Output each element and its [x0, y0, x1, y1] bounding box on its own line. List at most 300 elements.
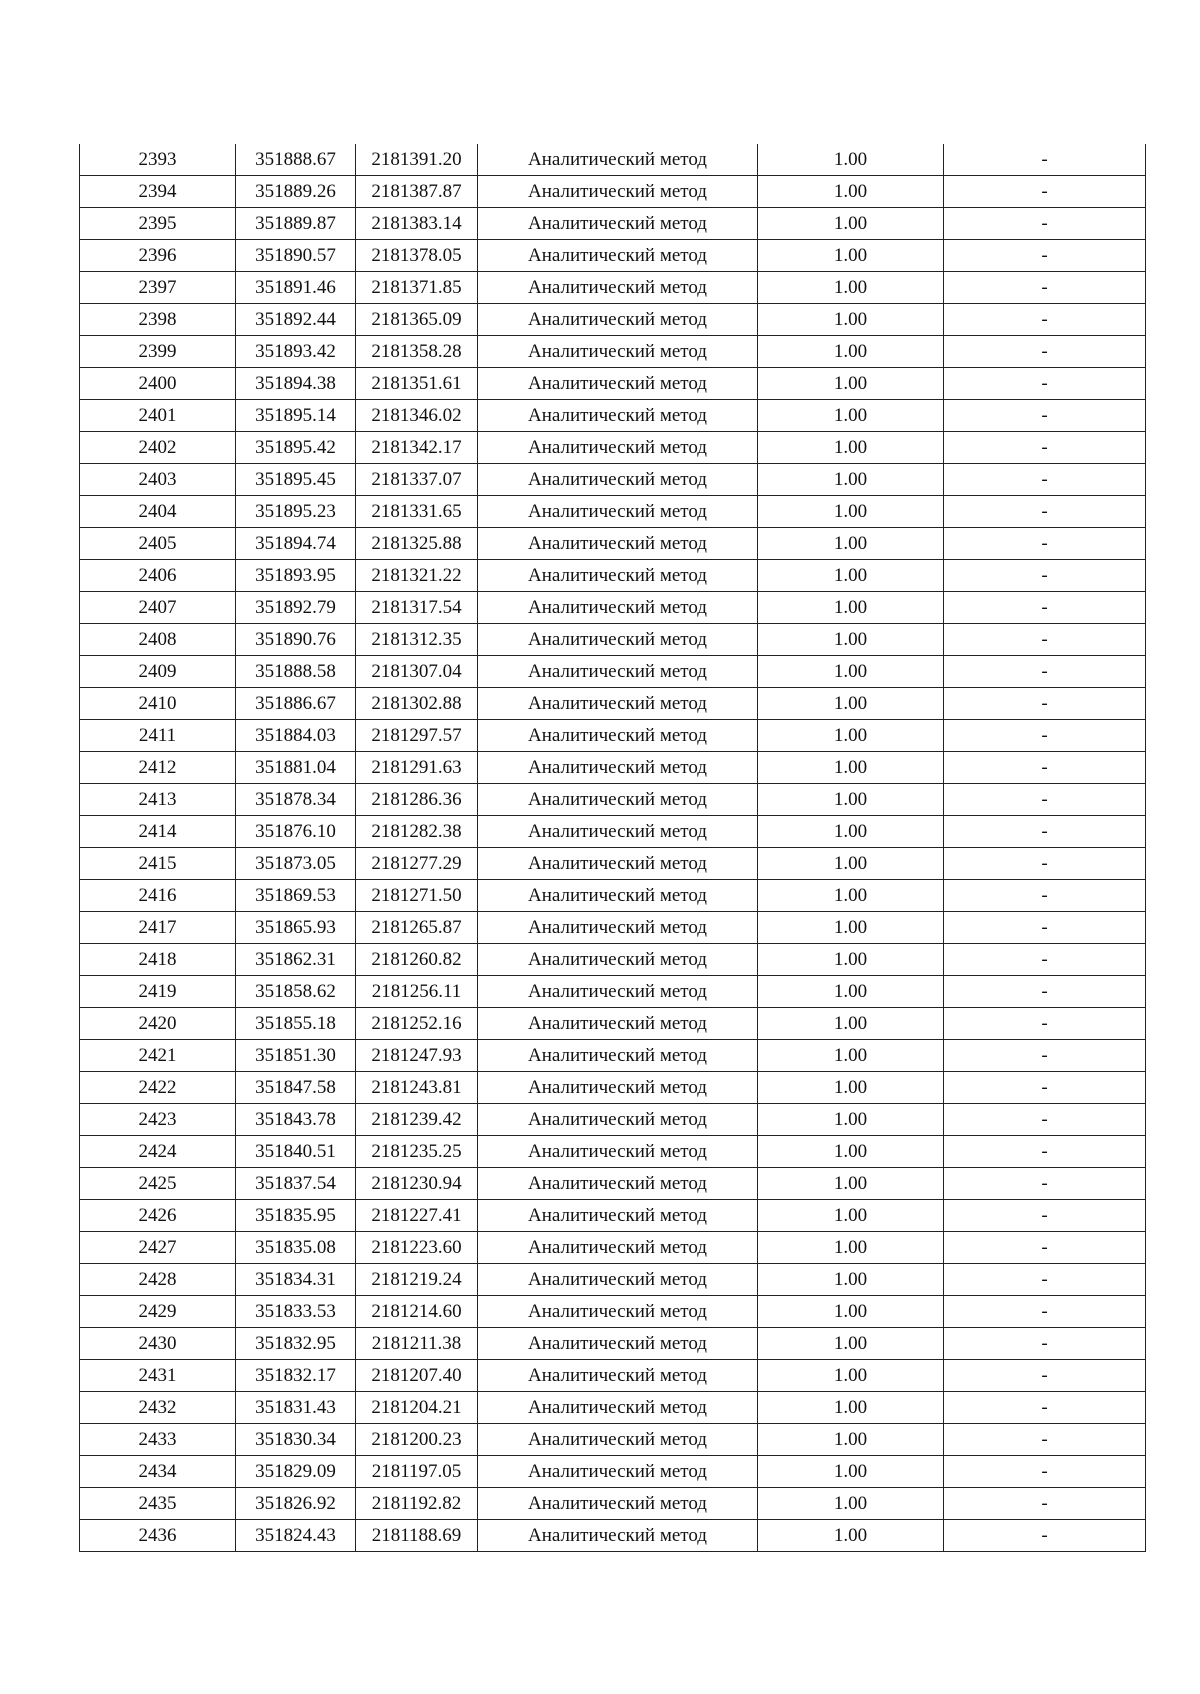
x-coordinate-cell: 351831.43	[236, 1392, 356, 1424]
method-cell: Аналитический метод	[478, 560, 758, 592]
y-coordinate-cell: 2181277.29	[356, 848, 478, 880]
table-row	[80, 912, 1146, 944]
accuracy-cell: 1.00	[758, 1136, 944, 1168]
description-cell: -	[944, 624, 1146, 656]
description-cell: -	[944, 1168, 1146, 1200]
table-row	[80, 1360, 1146, 1392]
description-cell: -	[944, 1296, 1146, 1328]
description-cell: -	[944, 592, 1146, 624]
y-coordinate-cell: 2181252.16	[356, 1008, 478, 1040]
table-row	[80, 1232, 1146, 1264]
table-row	[80, 400, 1146, 432]
x-coordinate-cell: 351881.04	[236, 752, 356, 784]
point-number-cell: 2402	[80, 432, 236, 464]
x-coordinate-cell: 351889.26	[236, 176, 356, 208]
description-cell: -	[944, 400, 1146, 432]
description-cell: -	[944, 1232, 1146, 1264]
x-coordinate-cell: 351830.34	[236, 1424, 356, 1456]
accuracy-cell: 1.00	[758, 592, 944, 624]
table-row	[80, 1168, 1146, 1200]
x-coordinate-cell: 351873.05	[236, 848, 356, 880]
method-cell: Аналитический метод	[478, 816, 758, 848]
accuracy-cell: 1.00	[758, 272, 944, 304]
x-coordinate-cell: 351876.10	[236, 816, 356, 848]
table-row	[80, 528, 1146, 560]
accuracy-cell: 1.00	[758, 464, 944, 496]
x-coordinate-cell: 351878.34	[236, 784, 356, 816]
point-number-cell: 2433	[80, 1424, 236, 1456]
accuracy-cell: 1.00	[758, 1296, 944, 1328]
description-cell: -	[944, 560, 1146, 592]
method-cell: Аналитический метод	[478, 944, 758, 976]
method-cell: Аналитический метод	[478, 1360, 758, 1392]
point-number-cell: 2416	[80, 880, 236, 912]
y-coordinate-cell: 2181342.17	[356, 432, 478, 464]
accuracy-cell: 1.00	[758, 1040, 944, 1072]
description-cell: -	[944, 528, 1146, 560]
table-row	[80, 1136, 1146, 1168]
point-number-cell: 2429	[80, 1296, 236, 1328]
accuracy-cell: 1.00	[758, 912, 944, 944]
x-coordinate-cell: 351829.09	[236, 1456, 356, 1488]
table-row	[80, 1520, 1146, 1552]
table-row	[80, 816, 1146, 848]
point-number-cell: 2425	[80, 1168, 236, 1200]
y-coordinate-cell: 2181371.85	[356, 272, 478, 304]
y-coordinate-cell: 2181282.38	[356, 816, 478, 848]
table-row	[80, 1456, 1146, 1488]
point-number-cell: 2423	[80, 1104, 236, 1136]
x-coordinate-cell: 351884.03	[236, 720, 356, 752]
point-number-cell: 2428	[80, 1264, 236, 1296]
point-number-cell: 2395	[80, 208, 236, 240]
x-coordinate-cell: 351895.42	[236, 432, 356, 464]
table-row	[80, 240, 1146, 272]
point-number-cell: 2396	[80, 240, 236, 272]
point-number-cell: 2422	[80, 1072, 236, 1104]
method-cell: Аналитический метод	[478, 1136, 758, 1168]
x-coordinate-cell: 351894.74	[236, 528, 356, 560]
method-cell: Аналитический метод	[478, 1424, 758, 1456]
x-coordinate-cell: 351891.46	[236, 272, 356, 304]
accuracy-cell: 1.00	[758, 624, 944, 656]
x-coordinate-cell: 351832.17	[236, 1360, 356, 1392]
accuracy-cell: 1.00	[758, 368, 944, 400]
x-coordinate-cell: 351892.44	[236, 304, 356, 336]
accuracy-cell: 1.00	[758, 880, 944, 912]
method-cell: Аналитический метод	[478, 1296, 758, 1328]
method-cell: Аналитический метод	[478, 720, 758, 752]
table-row	[80, 496, 1146, 528]
accuracy-cell: 1.00	[758, 848, 944, 880]
table-row	[80, 944, 1146, 976]
point-number-cell: 2393	[80, 144, 236, 176]
x-coordinate-cell: 351851.30	[236, 1040, 356, 1072]
point-number-cell: 2399	[80, 336, 236, 368]
x-coordinate-cell: 351895.14	[236, 400, 356, 432]
y-coordinate-cell: 2181325.88	[356, 528, 478, 560]
y-coordinate-cell: 2181378.05	[356, 240, 478, 272]
y-coordinate-cell: 2181207.40	[356, 1360, 478, 1392]
table-row	[80, 1040, 1146, 1072]
description-cell: -	[944, 656, 1146, 688]
description-cell: -	[944, 272, 1146, 304]
method-cell: Аналитический метод	[478, 624, 758, 656]
description-cell: -	[944, 1360, 1146, 1392]
y-coordinate-cell: 2181391.20	[356, 144, 478, 176]
table-row	[80, 1104, 1146, 1136]
accuracy-cell: 1.00	[758, 176, 944, 208]
accuracy-cell: 1.00	[758, 1328, 944, 1360]
description-cell: -	[944, 1040, 1146, 1072]
description-cell: -	[944, 464, 1146, 496]
accuracy-cell: 1.00	[758, 1424, 944, 1456]
table-row	[80, 848, 1146, 880]
y-coordinate-cell: 2181286.36	[356, 784, 478, 816]
method-cell: Аналитический метод	[478, 1008, 758, 1040]
x-coordinate-cell: 351835.08	[236, 1232, 356, 1264]
y-coordinate-cell: 2181365.09	[356, 304, 478, 336]
accuracy-cell: 1.00	[758, 496, 944, 528]
point-number-cell: 2419	[80, 976, 236, 1008]
table-row	[80, 592, 1146, 624]
description-cell: -	[944, 720, 1146, 752]
table-row	[80, 176, 1146, 208]
y-coordinate-cell: 2181200.23	[356, 1424, 478, 1456]
table-row	[80, 880, 1146, 912]
table-row	[80, 272, 1146, 304]
point-number-cell: 2406	[80, 560, 236, 592]
accuracy-cell: 1.00	[758, 240, 944, 272]
method-cell: Аналитический метод	[478, 1328, 758, 1360]
description-cell: -	[944, 1392, 1146, 1424]
description-cell: -	[944, 1424, 1146, 1456]
accuracy-cell: 1.00	[758, 1104, 944, 1136]
y-coordinate-cell: 2181307.04	[356, 656, 478, 688]
y-coordinate-cell: 2181321.22	[356, 560, 478, 592]
method-cell: Аналитический метод	[478, 880, 758, 912]
x-coordinate-cell: 351890.76	[236, 624, 356, 656]
method-cell: Аналитический метод	[478, 528, 758, 560]
description-cell: -	[944, 1104, 1146, 1136]
y-coordinate-cell: 2181302.88	[356, 688, 478, 720]
method-cell: Аналитический метод	[478, 688, 758, 720]
table-row	[80, 464, 1146, 496]
y-coordinate-cell: 2181188.69	[356, 1520, 478, 1552]
method-cell: Аналитический метод	[478, 432, 758, 464]
x-coordinate-cell: 351892.79	[236, 592, 356, 624]
point-number-cell: 2401	[80, 400, 236, 432]
method-cell: Аналитический метод	[478, 1104, 758, 1136]
accuracy-cell: 1.00	[758, 1072, 944, 1104]
point-number-cell: 2427	[80, 1232, 236, 1264]
y-coordinate-cell: 2181230.94	[356, 1168, 478, 1200]
y-coordinate-cell: 2181312.35	[356, 624, 478, 656]
method-cell: Аналитический метод	[478, 848, 758, 880]
method-cell: Аналитический метод	[478, 144, 758, 176]
x-coordinate-cell: 351869.53	[236, 880, 356, 912]
method-cell: Аналитический метод	[478, 1168, 758, 1200]
method-cell: Аналитический метод	[478, 1456, 758, 1488]
x-coordinate-cell: 351893.95	[236, 560, 356, 592]
coordinates-table	[79, 144, 1146, 1552]
description-cell: -	[944, 1136, 1146, 1168]
x-coordinate-cell: 351865.93	[236, 912, 356, 944]
table-row	[80, 336, 1146, 368]
accuracy-cell: 1.00	[758, 528, 944, 560]
point-number-cell: 2431	[80, 1360, 236, 1392]
y-coordinate-cell: 2181260.82	[356, 944, 478, 976]
method-cell: Аналитический метод	[478, 208, 758, 240]
description-cell: -	[944, 1264, 1146, 1296]
description-cell: -	[944, 1200, 1146, 1232]
description-cell: -	[944, 1456, 1146, 1488]
method-cell: Аналитический метод	[478, 176, 758, 208]
x-coordinate-cell: 351834.31	[236, 1264, 356, 1296]
point-number-cell: 2430	[80, 1328, 236, 1360]
accuracy-cell: 1.00	[758, 1488, 944, 1520]
method-cell: Аналитический метод	[478, 1488, 758, 1520]
y-coordinate-cell: 2181291.63	[356, 752, 478, 784]
accuracy-cell: 1.00	[758, 1392, 944, 1424]
point-number-cell: 2410	[80, 688, 236, 720]
x-coordinate-cell: 351832.95	[236, 1328, 356, 1360]
table-row	[80, 1392, 1146, 1424]
table-row	[80, 144, 1146, 176]
method-cell: Аналитический метод	[478, 464, 758, 496]
table-row	[80, 784, 1146, 816]
description-cell: -	[944, 848, 1146, 880]
y-coordinate-cell: 2181351.61	[356, 368, 478, 400]
method-cell: Аналитический метод	[478, 752, 758, 784]
point-number-cell: 2424	[80, 1136, 236, 1168]
description-cell: -	[944, 304, 1146, 336]
x-coordinate-cell: 351835.95	[236, 1200, 356, 1232]
description-cell: -	[944, 432, 1146, 464]
point-number-cell: 2436	[80, 1520, 236, 1552]
table-row	[80, 432, 1146, 464]
point-number-cell: 2417	[80, 912, 236, 944]
method-cell: Аналитический метод	[478, 1232, 758, 1264]
accuracy-cell: 1.00	[758, 1200, 944, 1232]
y-coordinate-cell: 2181358.28	[356, 336, 478, 368]
y-coordinate-cell: 2181256.11	[356, 976, 478, 1008]
accuracy-cell: 1.00	[758, 1360, 944, 1392]
description-cell: -	[944, 144, 1146, 176]
y-coordinate-cell: 2181297.57	[356, 720, 478, 752]
point-number-cell: 2404	[80, 496, 236, 528]
point-number-cell: 2394	[80, 176, 236, 208]
accuracy-cell: 1.00	[758, 208, 944, 240]
table-row	[80, 1200, 1146, 1232]
x-coordinate-cell: 351886.67	[236, 688, 356, 720]
x-coordinate-cell: 351826.92	[236, 1488, 356, 1520]
point-number-cell: 2426	[80, 1200, 236, 1232]
table-row	[80, 304, 1146, 336]
table-row	[80, 1296, 1146, 1328]
accuracy-cell: 1.00	[758, 1008, 944, 1040]
y-coordinate-cell: 2181387.87	[356, 176, 478, 208]
description-cell: -	[944, 176, 1146, 208]
y-coordinate-cell: 2181211.38	[356, 1328, 478, 1360]
y-coordinate-cell: 2181271.50	[356, 880, 478, 912]
table-row	[80, 656, 1146, 688]
point-number-cell: 2405	[80, 528, 236, 560]
accuracy-cell: 1.00	[758, 752, 944, 784]
table-row	[80, 1264, 1146, 1296]
point-number-cell: 2408	[80, 624, 236, 656]
accuracy-cell: 1.00	[758, 400, 944, 432]
description-cell: -	[944, 1008, 1146, 1040]
x-coordinate-cell: 351847.58	[236, 1072, 356, 1104]
accuracy-cell: 1.00	[758, 1520, 944, 1552]
description-cell: -	[944, 976, 1146, 1008]
x-coordinate-cell: 351862.31	[236, 944, 356, 976]
x-coordinate-cell: 351888.58	[236, 656, 356, 688]
x-coordinate-cell: 351840.51	[236, 1136, 356, 1168]
method-cell: Аналитический метод	[478, 400, 758, 432]
y-coordinate-cell: 2181247.93	[356, 1040, 478, 1072]
description-cell: -	[944, 688, 1146, 720]
table-row	[80, 368, 1146, 400]
description-cell: -	[944, 912, 1146, 944]
table-row	[80, 1488, 1146, 1520]
accuracy-cell: 1.00	[758, 336, 944, 368]
x-coordinate-cell: 351889.87	[236, 208, 356, 240]
table-row	[80, 688, 1146, 720]
method-cell: Аналитический метод	[478, 1040, 758, 1072]
accuracy-cell: 1.00	[758, 304, 944, 336]
point-number-cell: 2400	[80, 368, 236, 400]
accuracy-cell: 1.00	[758, 784, 944, 816]
accuracy-cell: 1.00	[758, 688, 944, 720]
point-number-cell: 2413	[80, 784, 236, 816]
method-cell: Аналитический метод	[478, 368, 758, 400]
table-row	[80, 720, 1146, 752]
table-row	[80, 1424, 1146, 1456]
y-coordinate-cell: 2181204.21	[356, 1392, 478, 1424]
point-number-cell: 2411	[80, 720, 236, 752]
x-coordinate-cell: 351895.23	[236, 496, 356, 528]
x-coordinate-cell: 351858.62	[236, 976, 356, 1008]
method-cell: Аналитический метод	[478, 1264, 758, 1296]
x-coordinate-cell: 351893.42	[236, 336, 356, 368]
y-coordinate-cell: 2181219.24	[356, 1264, 478, 1296]
y-coordinate-cell: 2181243.81	[356, 1072, 478, 1104]
description-cell: -	[944, 240, 1146, 272]
method-cell: Аналитический метод	[478, 656, 758, 688]
method-cell: Аналитический метод	[478, 272, 758, 304]
method-cell: Аналитический метод	[478, 1072, 758, 1104]
x-coordinate-cell: 351824.43	[236, 1520, 356, 1552]
description-cell: -	[944, 1328, 1146, 1360]
method-cell: Аналитический метод	[478, 784, 758, 816]
y-coordinate-cell: 2181331.65	[356, 496, 478, 528]
description-cell: -	[944, 880, 1146, 912]
point-number-cell: 2409	[80, 656, 236, 688]
coordinates-table-body	[80, 144, 1146, 1552]
accuracy-cell: 1.00	[758, 1168, 944, 1200]
description-cell: -	[944, 336, 1146, 368]
x-coordinate-cell: 351890.57	[236, 240, 356, 272]
table-row	[80, 976, 1146, 1008]
method-cell: Аналитический метод	[478, 336, 758, 368]
y-coordinate-cell: 2181192.82	[356, 1488, 478, 1520]
y-coordinate-cell: 2181383.14	[356, 208, 478, 240]
point-number-cell: 2398	[80, 304, 236, 336]
description-cell: -	[944, 784, 1146, 816]
accuracy-cell: 1.00	[758, 560, 944, 592]
accuracy-cell: 1.00	[758, 720, 944, 752]
table-row	[80, 208, 1146, 240]
x-coordinate-cell: 351855.18	[236, 1008, 356, 1040]
accuracy-cell: 1.00	[758, 944, 944, 976]
point-number-cell: 2421	[80, 1040, 236, 1072]
point-number-cell: 2403	[80, 464, 236, 496]
x-coordinate-cell: 351833.53	[236, 1296, 356, 1328]
accuracy-cell: 1.00	[758, 1232, 944, 1264]
description-cell: -	[944, 752, 1146, 784]
method-cell: Аналитический метод	[478, 976, 758, 1008]
table-row	[80, 1008, 1146, 1040]
method-cell: Аналитический метод	[478, 1200, 758, 1232]
point-number-cell: 2420	[80, 1008, 236, 1040]
method-cell: Аналитический метод	[478, 304, 758, 336]
point-number-cell: 2407	[80, 592, 236, 624]
point-number-cell: 2415	[80, 848, 236, 880]
point-number-cell: 2414	[80, 816, 236, 848]
y-coordinate-cell: 2181214.60	[356, 1296, 478, 1328]
accuracy-cell: 1.00	[758, 656, 944, 688]
table-row	[80, 624, 1146, 656]
table-row	[80, 752, 1146, 784]
point-number-cell: 2432	[80, 1392, 236, 1424]
x-coordinate-cell: 351894.38	[236, 368, 356, 400]
accuracy-cell: 1.00	[758, 144, 944, 176]
x-coordinate-cell: 351843.78	[236, 1104, 356, 1136]
y-coordinate-cell: 2181337.07	[356, 464, 478, 496]
method-cell: Аналитический метод	[478, 592, 758, 624]
point-number-cell: 2397	[80, 272, 236, 304]
y-coordinate-cell: 2181346.02	[356, 400, 478, 432]
accuracy-cell: 1.00	[758, 976, 944, 1008]
table-row	[80, 560, 1146, 592]
method-cell: Аналитический метод	[478, 1520, 758, 1552]
description-cell: -	[944, 1520, 1146, 1552]
x-coordinate-cell: 351837.54	[236, 1168, 356, 1200]
description-cell: -	[944, 208, 1146, 240]
y-coordinate-cell: 2181239.42	[356, 1104, 478, 1136]
accuracy-cell: 1.00	[758, 1456, 944, 1488]
x-coordinate-cell: 351895.45	[236, 464, 356, 496]
description-cell: -	[944, 1488, 1146, 1520]
y-coordinate-cell: 2181317.54	[356, 592, 478, 624]
point-number-cell: 2435	[80, 1488, 236, 1520]
accuracy-cell: 1.00	[758, 816, 944, 848]
description-cell: -	[944, 496, 1146, 528]
accuracy-cell: 1.00	[758, 1264, 944, 1296]
description-cell: -	[944, 816, 1146, 848]
table-row	[80, 1328, 1146, 1360]
method-cell: Аналитический метод	[478, 912, 758, 944]
y-coordinate-cell: 2181197.05	[356, 1456, 478, 1488]
y-coordinate-cell: 2181235.25	[356, 1136, 478, 1168]
x-coordinate-cell: 351888.67	[236, 144, 356, 176]
description-cell: -	[944, 1072, 1146, 1104]
description-cell: -	[944, 368, 1146, 400]
point-number-cell: 2412	[80, 752, 236, 784]
description-cell: -	[944, 944, 1146, 976]
